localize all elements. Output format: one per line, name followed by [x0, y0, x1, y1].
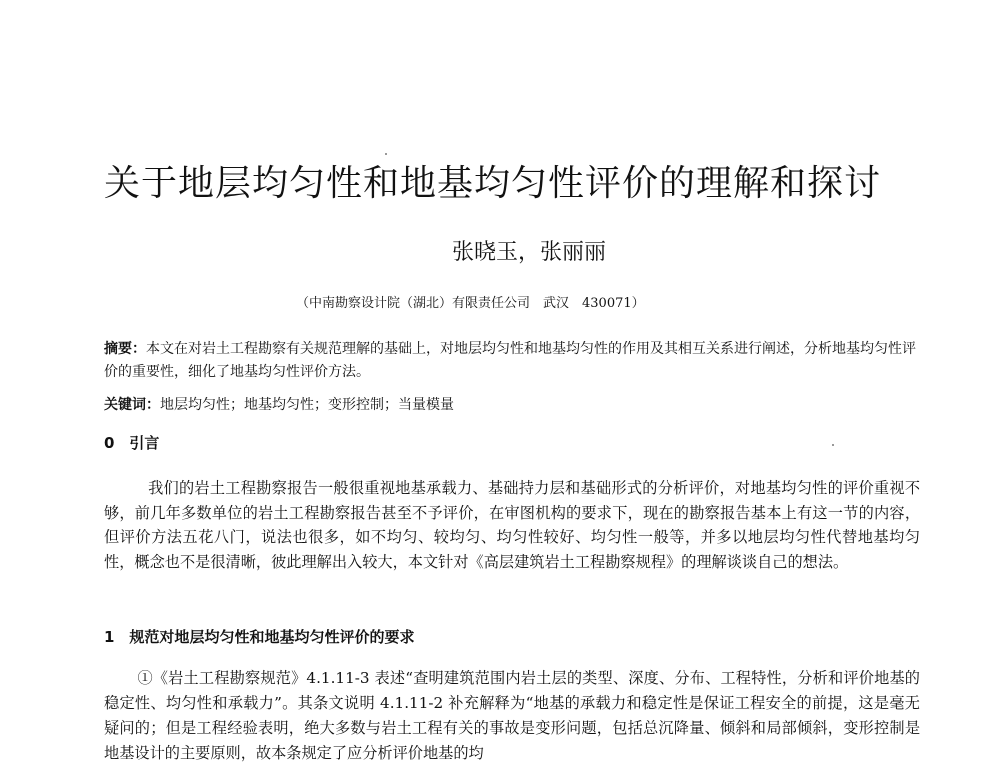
- paper-title: 关于地层均匀性和地基均匀性评价的理解和探讨: [104, 163, 882, 204]
- scan-speck: [832, 444, 834, 446]
- abstract-label: 摘要：: [104, 341, 146, 357]
- section-heading-1: 1 规范对地层均匀性和地基均匀性评价的要求: [104, 628, 415, 646]
- authors: 张晓玉，张丽丽: [452, 240, 607, 265]
- scan-speck: [385, 153, 387, 155]
- affiliation: （中南勘察设计院（湖北）有限责任公司 武汉 430071）: [296, 296, 645, 311]
- abstract-text: 本文在对岩土工程勘察有关规范理解的基础上，对地层均匀性和地基均匀性的作用及其相互关系进行阐述，分析地基均匀性评价的重要性，细化了地基均匀性评价方法。: [104, 341, 916, 380]
- keywords: [104, 394, 920, 416]
- section-1-paragraph: ①《岩土工程勘察规范》4.1.11-3 表述“查明建筑范围内岩土层的类型、深度、分布、工程特性，分析和评价地基的稳定性、均匀性和承载力”。其条文说明 4.1.11-2 补充解释为“地基的承载力和稳定性是保证工程安全的前提，这是毫无疑问的；但是工程经验表明，绝大多数与岩土工程有关的事故是变形问题，包括总沉降量、倾斜和局部倾斜，变形控制是地基设计的主要原则，故本条规定了应分析评价地基的均: [104, 669, 920, 762]
- keywords-label: 关键词：: [104, 397, 160, 413]
- intro-paragraph: 我们的岩土工程勘察报告一般很重视地基承载力、基础持力层和基础形式的分析评价，对地基均匀性的评价重视不够，前几年多数单位的岩土工程勘察报告甚至不予评价，在审图机构的要求下，现在的勘察报告基本上有这一节的内容，但评价方法五花八门，说法也很多，如不均匀、较均匀、均匀性较好、均匀性一般等，并多以地层均匀性代替地基均匀性，概念也不是很清晰，彼此理解出入较大，本文针对《高层建筑岩土工程勘察规程》的理解谈谈自己的想法。: [104, 479, 920, 571]
- abstract: [104, 338, 920, 384]
- section-heading-intro: 0 引言: [104, 434, 160, 452]
- keywords-text: 地层均匀性；地基均匀性；变形控制；当量模量: [160, 397, 454, 413]
